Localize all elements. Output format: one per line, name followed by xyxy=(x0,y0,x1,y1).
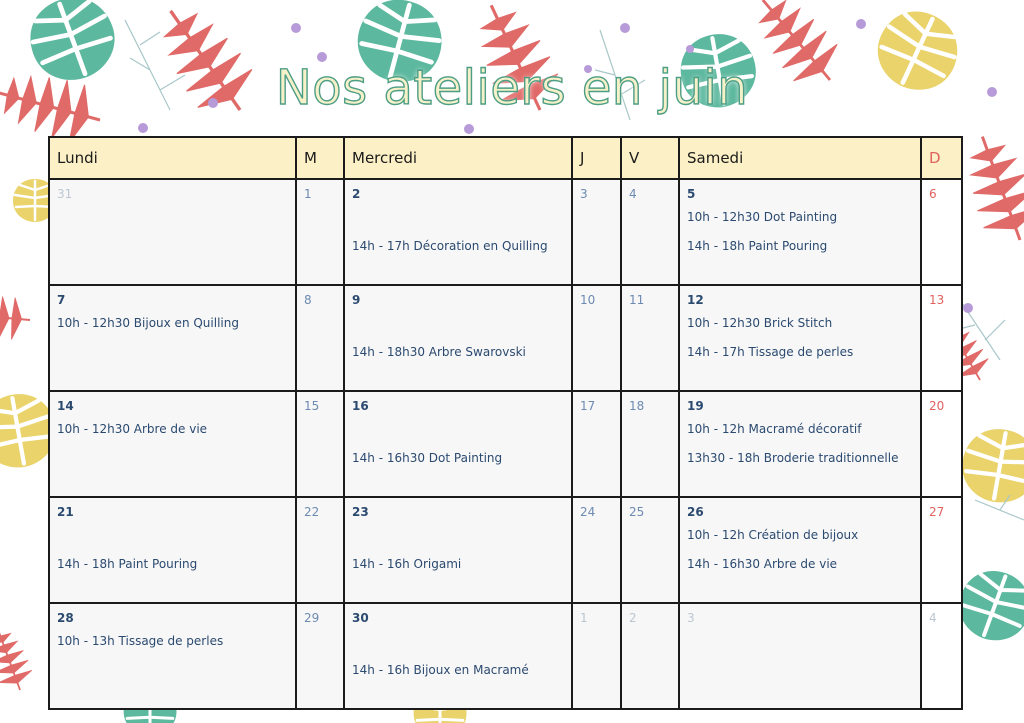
weekday-header-samedi: Samedi xyxy=(679,137,921,179)
day-number: 10 xyxy=(580,293,596,307)
day-cell xyxy=(296,497,344,603)
day-cell xyxy=(921,497,962,603)
day-number: 2 xyxy=(352,187,361,201)
weekday-header-jeudi: J xyxy=(572,137,621,179)
day-cell xyxy=(621,391,679,497)
week-row xyxy=(49,603,962,709)
day-number: 24 xyxy=(580,505,596,519)
event-text: 14h - 16h Origami xyxy=(352,557,462,571)
day-cell xyxy=(921,391,962,497)
day-cell xyxy=(679,179,921,285)
day-cell xyxy=(621,179,679,285)
calendar-grid xyxy=(48,136,963,710)
day-cell xyxy=(296,391,344,497)
event-text: 14h - 17h Décoration en Quilling xyxy=(352,239,548,253)
day-number: 3 xyxy=(580,187,588,201)
day-number: 28 xyxy=(57,611,74,625)
weekday-header-dimanche: D xyxy=(921,137,962,179)
week-row xyxy=(49,179,962,285)
day-cell xyxy=(572,179,621,285)
event-text: 10h - 12h Création de bijoux xyxy=(687,528,859,542)
day-cell xyxy=(679,391,921,497)
day-number: 29 xyxy=(304,611,320,625)
week-row xyxy=(49,391,962,497)
day-cell xyxy=(921,285,962,391)
week-row xyxy=(49,497,962,603)
day-cell xyxy=(679,285,921,391)
event-text: 10h - 12h30 Bijoux en Quilling xyxy=(57,316,239,330)
day-cell xyxy=(344,179,572,285)
day-cell xyxy=(344,603,572,709)
day-cell xyxy=(49,391,296,497)
day-number: 22 xyxy=(304,505,320,519)
day-number: 20 xyxy=(929,399,945,413)
day-cell xyxy=(49,285,296,391)
day-cell xyxy=(49,179,296,285)
day-cell xyxy=(621,497,679,603)
event-text: 10h - 12h30 Brick Stitch xyxy=(687,316,833,330)
day-number: 8 xyxy=(304,293,312,307)
day-cell xyxy=(679,497,921,603)
event-text: 10h - 13h Tissage de perles xyxy=(57,634,224,648)
day-number: 30 xyxy=(352,611,369,625)
week-row xyxy=(49,285,962,391)
event-text: 14h - 17h Tissage de perles xyxy=(687,345,854,359)
event-text: 14h - 16h30 Dot Painting xyxy=(352,451,503,465)
day-number: 15 xyxy=(304,399,320,413)
day-number: 27 xyxy=(929,505,945,519)
day-number: 4 xyxy=(629,187,637,201)
day-cell xyxy=(344,497,572,603)
day-cell xyxy=(679,603,921,709)
day-cell xyxy=(621,285,679,391)
day-cell xyxy=(572,391,621,497)
day-cell xyxy=(921,603,962,709)
event-text: 14h - 18h30 Arbre Swarovski xyxy=(352,345,526,359)
day-number: 21 xyxy=(57,505,74,519)
day-number: 26 xyxy=(687,505,704,519)
day-number: 6 xyxy=(929,187,937,201)
weekday-header-row xyxy=(49,137,962,179)
day-number: 9 xyxy=(352,293,361,307)
day-number: 17 xyxy=(580,399,596,413)
weekday-header-vendredi: V xyxy=(621,137,679,179)
day-cell xyxy=(572,497,621,603)
event-text: 14h - 16h30 Arbre de vie xyxy=(687,557,838,571)
event-text: 13h30 - 18h Broderie traditionnelle xyxy=(687,451,899,465)
day-number: 18 xyxy=(629,399,645,413)
day-number: 11 xyxy=(629,293,645,307)
event-text: 14h - 18h Paint Pouring xyxy=(687,239,828,253)
day-cell xyxy=(572,603,621,709)
day-number: 16 xyxy=(352,399,369,413)
event-text: 10h - 12h30 Dot Painting xyxy=(687,210,838,224)
event-text: 14h - 18h Paint Pouring xyxy=(57,557,198,571)
day-cell xyxy=(621,603,679,709)
day-number: 25 xyxy=(629,505,645,519)
day-cell xyxy=(296,285,344,391)
day-number: 5 xyxy=(687,187,696,201)
day-cell xyxy=(344,285,572,391)
day-cell xyxy=(572,285,621,391)
day-number: 31 xyxy=(57,187,73,201)
weekday-header-mercredi: Mercredi xyxy=(344,137,572,179)
event-text: 10h - 12h30 Arbre de vie xyxy=(57,422,208,436)
day-number: 19 xyxy=(687,399,704,413)
page-title: Nos ateliers en juin xyxy=(275,60,749,116)
day-cell xyxy=(296,603,344,709)
day-number: 4 xyxy=(929,611,937,625)
day-cell xyxy=(921,179,962,285)
weekday-header-lundi: Lundi xyxy=(49,137,296,179)
day-cell xyxy=(344,391,572,497)
day-number: 14 xyxy=(57,399,74,413)
day-cell xyxy=(296,179,344,285)
event-text: 14h - 16h Bijoux en Macramé xyxy=(352,663,529,677)
day-number: 3 xyxy=(687,611,695,625)
weekday-header-mardi: M xyxy=(296,137,344,179)
day-number: 13 xyxy=(929,293,945,307)
day-number: 1 xyxy=(580,611,588,625)
day-number: 7 xyxy=(57,293,66,307)
day-cell xyxy=(49,497,296,603)
event-text: 10h - 12h Macramé décoratif xyxy=(687,422,862,436)
day-cell xyxy=(49,603,296,709)
day-number: 12 xyxy=(687,293,704,307)
day-number: 23 xyxy=(352,505,369,519)
day-number: 2 xyxy=(629,611,637,625)
day-number: 1 xyxy=(304,187,312,201)
